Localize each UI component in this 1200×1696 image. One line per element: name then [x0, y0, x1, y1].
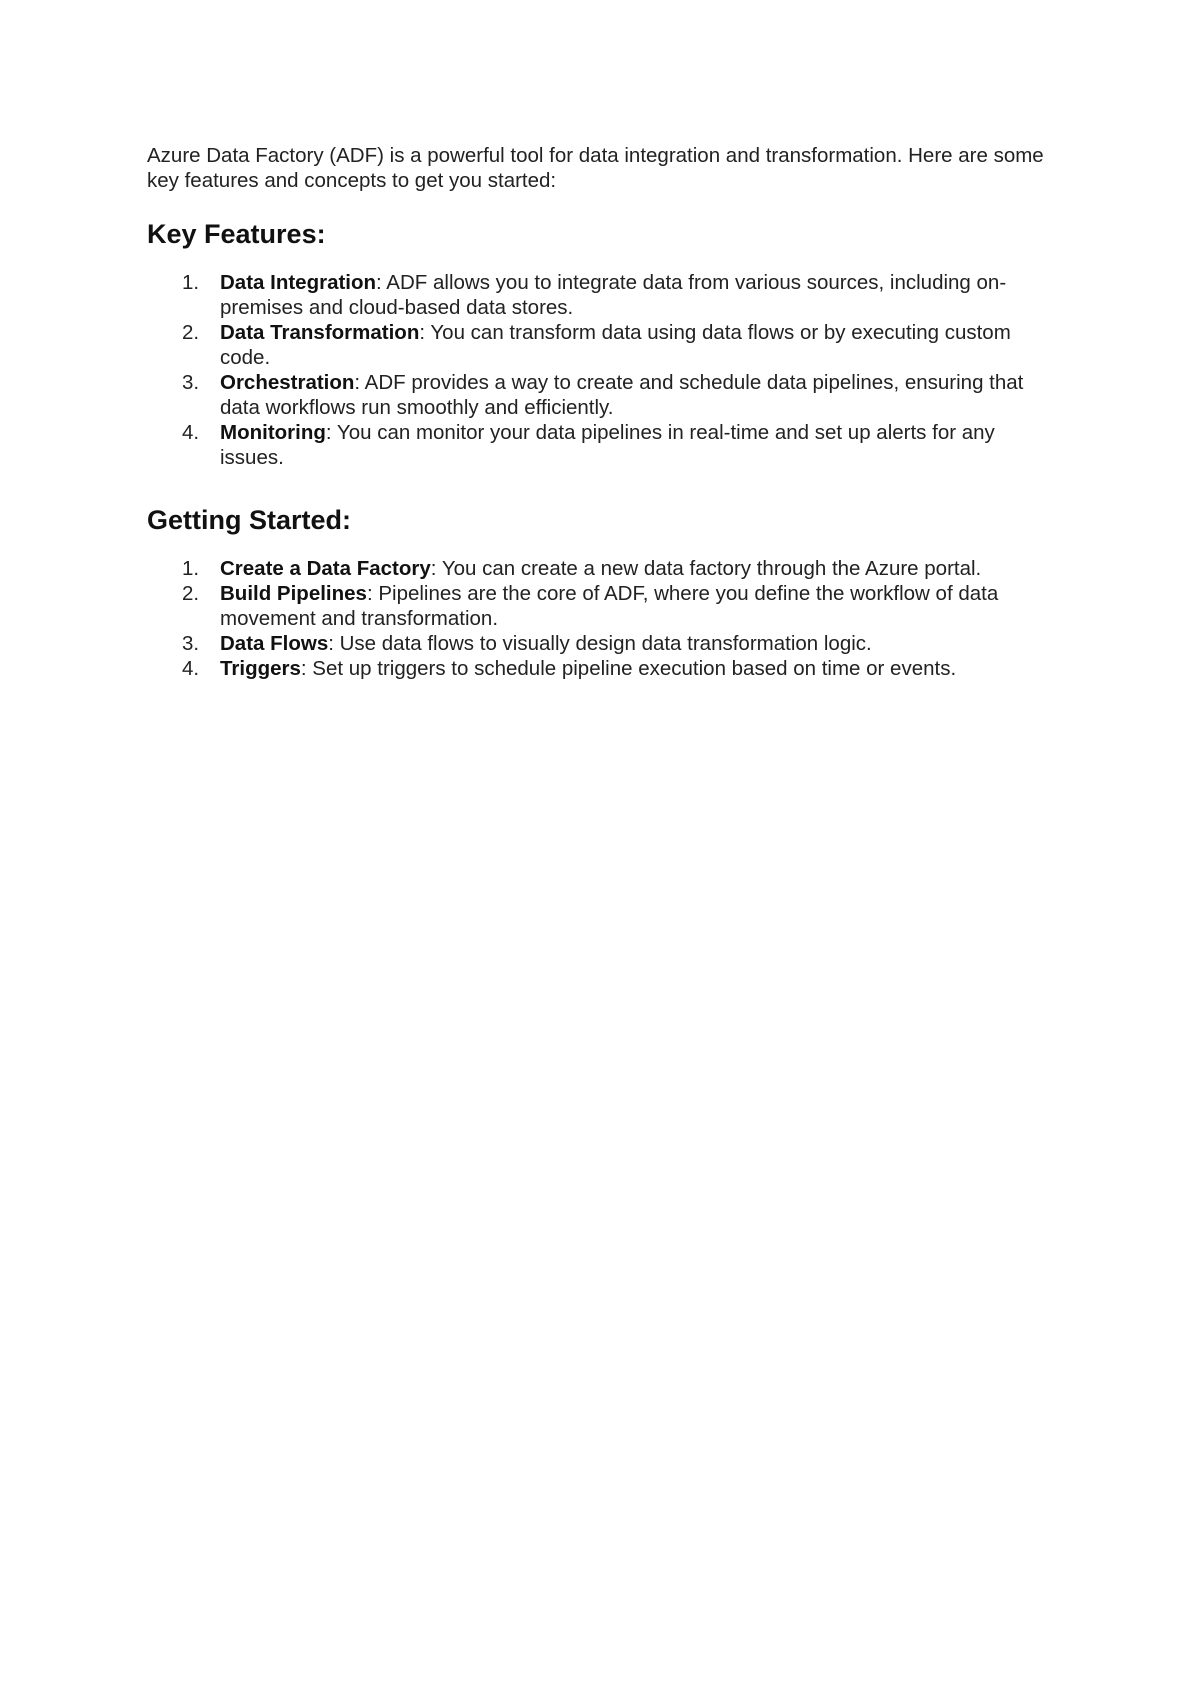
list-number: 2. — [182, 582, 200, 605]
list-item — [147, 270, 1047, 320]
list-description: : You can monitor your data pipelines in real-time and set up alerts for any issues. — [220, 421, 995, 469]
list-term: Monitoring — [220, 421, 326, 444]
list-description: : Pipelines are the core of ADF, where you define the workflow of data movement and transformation. — [220, 582, 999, 630]
key-features-list — [147, 270, 1047, 470]
list-term: Data Integration — [220, 271, 377, 294]
intro-paragraph: Azure Data Factory (ADF) is a powerful tool for data integration and transformation. Here are some key features and concepts to get you started: — [147, 144, 1044, 192]
list-number: 4. — [182, 657, 200, 680]
document-body — [147, 143, 1047, 681]
list-number: 1. — [182, 557, 200, 580]
list-term: Build Pipelines — [220, 582, 367, 605]
list-description: : ADF provides a way to create and schedule data pipelines, ensuring that data workflows run smoothly and efficiently. — [220, 371, 1024, 419]
list-item — [147, 631, 1047, 656]
list-description: : Use data flows to visually design data transformation logic. — [328, 632, 872, 655]
list-term: Orchestration — [220, 371, 355, 394]
list-description: : Set up triggers to schedule pipeline execution based on time or events. — [300, 657, 957, 680]
list-term: Create a Data Factory — [220, 557, 431, 580]
list-number: 3. — [182, 632, 200, 655]
list-description: : ADF allows you to integrate data from various sources, including on-premises and cloud-based data stores. — [220, 271, 1007, 319]
list-item — [147, 370, 1047, 420]
list-item — [147, 320, 1047, 370]
list-item — [147, 420, 1047, 470]
list-number: 2. — [182, 321, 200, 344]
list-item — [147, 581, 1047, 631]
list-description: : You can create a new data factory through the Azure portal. — [430, 557, 982, 580]
list-item — [147, 556, 1047, 581]
key-features-heading: Key Features: — [147, 219, 326, 249]
list-term: Triggers — [220, 657, 301, 680]
list-term: Data Transformation — [220, 321, 420, 344]
list-term: Data Flows — [220, 632, 329, 655]
list-number: 1. — [182, 271, 200, 294]
list-description: : You can transform data using data flows or by executing custom code. — [220, 321, 1011, 369]
list-number: 4. — [182, 421, 200, 444]
list-item — [147, 656, 1047, 681]
list-number: 3. — [182, 371, 200, 394]
getting-started-list — [147, 556, 1047, 681]
getting-started-heading: Getting Started: — [147, 505, 352, 535]
